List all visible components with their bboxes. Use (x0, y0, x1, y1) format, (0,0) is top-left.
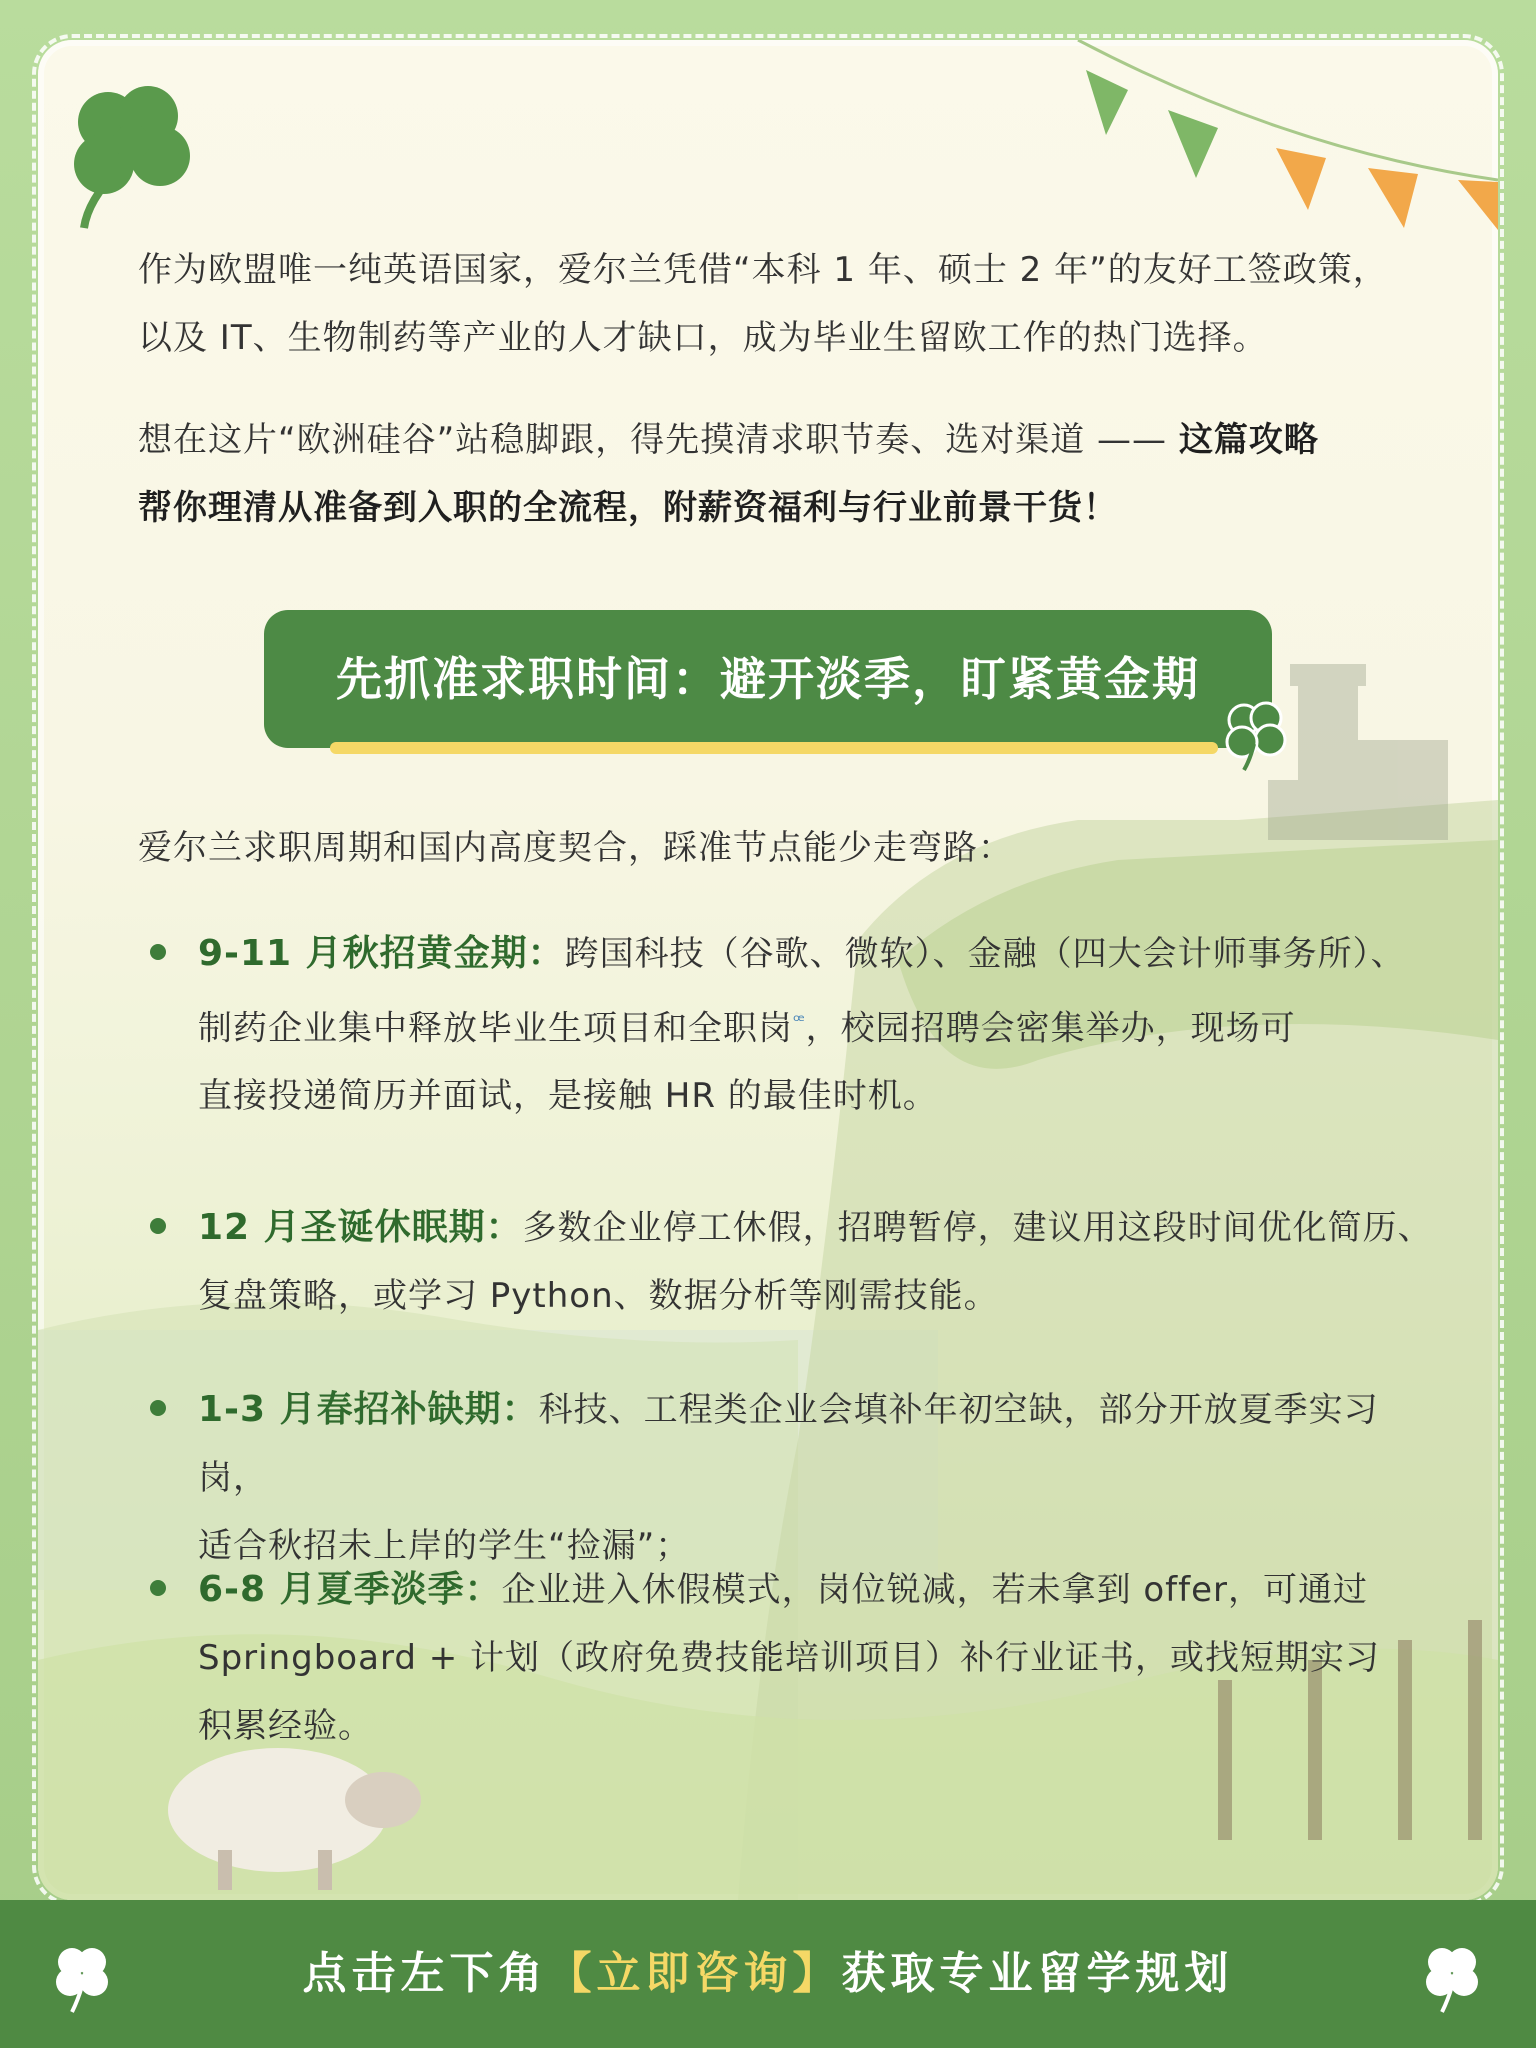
list-item-line: 积累经验。 (198, 1706, 373, 1746)
list-item-title: 12 月圣诞休眠期： (198, 1207, 523, 1248)
list-item-line: 跨国科技（谷歌、微软）、金融（四大会计师事务所）、 (564, 934, 1406, 974)
list-item-line: 多数企业停工休假，招聘暂停，建议用这段时间优化简历、 (522, 1208, 1433, 1248)
intro-paragraph-2-bold-b: 帮你理清从准备到入职的全流程，附薪资福利与行业前景干货！ (138, 488, 1118, 528)
list-item-line: Springboard + 计划（政府免费技能培训项目）补行业证书，或找短期实习 (198, 1638, 1381, 1678)
consult-now-link[interactable]: 【立即咨询】 (547, 1948, 842, 1999)
list-item-line: 制药企业集中释放毕业生项目和全职岗 (198, 1008, 793, 1049)
section-title-banner (264, 610, 1272, 748)
intro-paragraph-2-bold-a: 这篇攻略 (1178, 420, 1319, 460)
bullet-dot (150, 944, 166, 960)
list-item-text (198, 920, 1438, 1130)
section-title: 先抓准求职时间：避开淡季，盯紧黄金期 (336, 652, 1200, 706)
bullet-dot (150, 1218, 166, 1234)
list-item-title: 6-8 月夏季淡季： (198, 1569, 502, 1610)
footer-text-after: 获取专业留学规划 (841, 1948, 1234, 1999)
list-item-text (198, 1556, 1438, 1760)
intro-paragraph-1-line1: 作为欧盟唯一纯英语国家，爱尔兰凭借“本科 1 年、硕士 2 年”的友好工签政策， (138, 250, 1388, 290)
list-item-line: ，校园招聘会密集举办，现场可 (805, 1008, 1296, 1049)
list-item-line: 直接投递简历并面试，是接触 HR 的最佳时机。 (198, 1076, 938, 1117)
list-item-line: 科技、工程类企业会填补年初空缺，部分开放夏季实习岗， (198, 1390, 1379, 1498)
list-item-text (198, 1194, 1438, 1330)
list-item-title: 1-3 月春招补缺期： (198, 1389, 539, 1430)
section-intro: 爱尔兰求职周期和国内高度契合，踩准节点能少走弯路： (138, 828, 1013, 868)
footer-cta-bar[interactable] (0, 1900, 1536, 2048)
banner-clover-icon (1214, 694, 1294, 774)
list-item-title: 9-11 月秋招黄金期： (198, 933, 565, 974)
bullet-dot (150, 1580, 166, 1596)
footer-cta-text[interactable] (0, 1900, 1536, 2048)
intro-paragraph-1-line2: 以及 IT、生物制药等产业的人才缺口，成为毕业生留欧工作的热门选择。 (138, 318, 1268, 358)
intro-paragraph-2-normal: 想在这片“欧洲硅谷”站稳脚跟，得先摸清求职节奏、选对渠道 —— (138, 420, 1179, 460)
link-mark-icon[interactable]: ꟹ (793, 1011, 806, 1032)
list-item-text (198, 1376, 1438, 1580)
intro-paragraph-2 (138, 406, 1438, 542)
list-item-line: 复盘策略，或学习 Python、数据分析等刚需技能。 (198, 1276, 999, 1316)
section-title-underline (330, 742, 1218, 754)
footer-text-before: 点击左下角 (302, 1948, 548, 1999)
intro-paragraph-2-line1 (138, 406, 1438, 474)
list-item-line: 适合秋招未上岸的学生“捡漏”； (198, 1526, 691, 1566)
content-card (38, 40, 1498, 1900)
intro-paragraph-1 (138, 236, 1438, 372)
list-item-line: 企业进入休假模式，岗位锐减，若未拿到 offer，可通过 (501, 1570, 1369, 1610)
clover-icon (1414, 1938, 1490, 2014)
bullet-dot (150, 1400, 166, 1416)
